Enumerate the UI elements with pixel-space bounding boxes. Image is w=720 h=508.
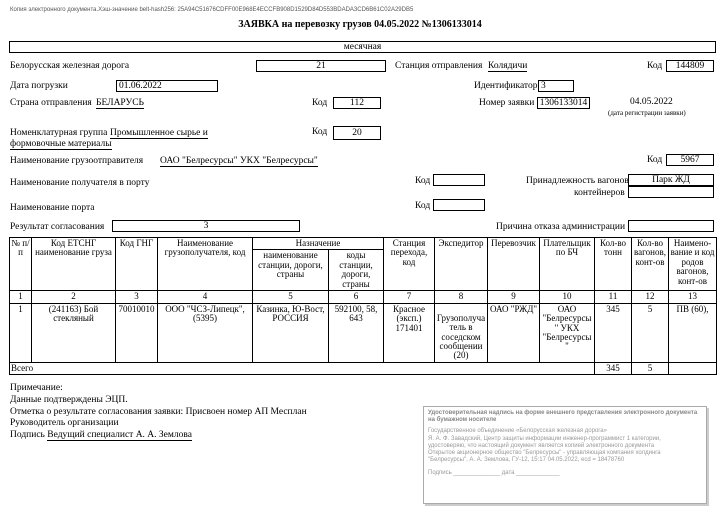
column-number-row — [10, 291, 717, 303]
cell-wagons: 5 — [632, 303, 669, 362]
railway-code-box — [256, 60, 386, 72]
consignee-label: Наименование получателя в порту — [10, 178, 150, 188]
approval-box — [112, 220, 300, 232]
request-no: 1306133014 — [539, 98, 588, 108]
consignee-code-box — [433, 174, 485, 186]
head-label: Руководитель организации — [10, 418, 119, 428]
plan-type: месячная — [343, 42, 382, 52]
identifier-box — [538, 80, 574, 92]
note-label: Примечание: — [10, 383, 63, 393]
col-number: 12 — [632, 291, 669, 303]
col-number: 11 — [595, 291, 632, 303]
col-header-wagons: Кол-во вагонов, конт-ов — [632, 238, 669, 291]
load-date-label: Дата погрузки — [10, 81, 68, 91]
stamp-line: "Белресурсы", А. А. Землова, ГУ-12, 15:17 04.05.2022, ecd = 18478760 — [428, 457, 625, 464]
col-number: 5 — [253, 291, 329, 303]
stamp-line: Государственное объединение «Белорусская железная дорога» — [428, 428, 607, 435]
port-code-box — [433, 199, 485, 211]
col-number: 9 — [488, 291, 540, 303]
nomenclature-code-label: Код — [312, 127, 328, 137]
identifier: 3 — [541, 81, 546, 91]
cargo-table — [9, 237, 717, 375]
wagon-owner: Парк ЖД — [652, 175, 690, 185]
country-code: 112 — [350, 98, 364, 108]
refusal-box — [628, 220, 714, 232]
cell-dest-codes: 592100, 58, 643 — [329, 303, 384, 362]
col-number: 13 — [669, 291, 717, 303]
total-wagons: 5 — [632, 362, 669, 374]
plan-type-box — [9, 41, 716, 53]
cell-carrier: ОАО "РЖД" — [488, 303, 540, 362]
station-value: Колядичи — [488, 61, 528, 71]
containers-box — [628, 186, 714, 198]
load-date: 01.06.2022 — [119, 81, 162, 91]
title-prefix: ЗАЯВКА на перевозку грузов 04.05.2022 № — [238, 19, 432, 30]
stamp-title: Удостоверительная надпись на форме внешнего представления электронного документа на бумажном носителе — [428, 410, 698, 424]
cell-forwarder: Грузополуча тель в соседском сообщении (20) — [435, 303, 488, 362]
total-tons: 345 — [595, 362, 632, 374]
stamp-line: Я. А. Ф. Завадский, Центр защиты информации инженер-программист 1 категории, — [428, 435, 661, 442]
col-number: 6 — [329, 291, 384, 303]
station-code-label: Код — [647, 61, 663, 71]
shipper-label: Наименование грузоотправителя — [10, 156, 144, 166]
col-header-forwarder: Экспедитор — [435, 238, 488, 291]
col-header-payer: Плательщик по БЧ — [540, 238, 595, 291]
col-header-wagon-types: Наимено-вание и код родов вагонов, конт-ов — [669, 238, 717, 291]
signature-label: Подпись — [10, 430, 45, 440]
identifier-label: Идентификатор — [474, 81, 538, 91]
registration-date-note: (дата регистрации заявки) — [608, 109, 686, 117]
country-code-label: Код — [312, 98, 328, 108]
railway-label: Белорусская железная дорога — [10, 61, 130, 71]
containers-label: контейнеров — [574, 188, 625, 198]
nomenclature-code-box — [333, 126, 381, 140]
col-number: 2 — [32, 291, 116, 303]
col-number: 7 — [384, 291, 435, 303]
col-header-dest-station: наименование станции, дороги, страны — [253, 250, 329, 291]
total-row — [10, 362, 717, 374]
table-header-row — [10, 238, 717, 250]
shipper-code-box — [666, 154, 714, 166]
nomenclature-value-2: формовочные материалы — [10, 139, 112, 149]
shipper-value: ОАО "Белресурсы" УКХ "Белресурсы" — [160, 156, 318, 166]
col-header-recipient: Наименование грузополучателя, код — [158, 238, 253, 291]
col-number: 8 — [435, 291, 488, 303]
port-label: Наименование порта — [10, 203, 95, 213]
document-title — [0, 19, 720, 30]
col-header-transit: Станция перехода, код — [384, 238, 435, 291]
cell-wagon-types: ПВ (60), — [669, 303, 717, 362]
signature-line — [10, 430, 192, 440]
stamp-line: удостоверяю, что настоящий документ является копией электронного документа — [428, 442, 655, 449]
country-value: БЕЛАРУСЬ — [96, 98, 145, 108]
approval-mark: Отметка о результате согласования заявки: Присвоен номер АП Месплан — [10, 407, 307, 417]
station-code-box — [666, 60, 714, 72]
col-number: 10 — [540, 291, 595, 303]
nomenclature-value-1: Промышленное сырье и — [110, 128, 208, 138]
col-header-etsng: Код ЕТСНГ наименование груза — [32, 238, 116, 291]
col-header-gng: Код ГНГ — [116, 238, 158, 291]
shipper-code-label: Код — [647, 155, 663, 165]
cell-num: 1 — [10, 303, 32, 362]
certification-stamp — [423, 406, 707, 504]
total-empty — [669, 362, 717, 374]
col-header-carrier: Перевозчик — [488, 238, 540, 291]
col-header-num: № п/п — [10, 238, 32, 291]
station-code: 144809 — [675, 61, 705, 71]
ecp-note: Данные подтверждены ЭЦП. — [10, 395, 128, 405]
col-header-tons: Кол-во тонн — [595, 238, 632, 291]
refusal-label: Причина отказа администрации — [496, 222, 626, 232]
nomenclature-code: 20 — [352, 128, 362, 138]
shipper-code: 5967 — [680, 155, 700, 165]
load-date-box — [116, 80, 218, 92]
country-label: Страна отправления — [10, 98, 92, 108]
col-number: 4 — [158, 291, 253, 303]
cell-etsng: (241163) Бой стекляный — [32, 303, 116, 362]
approval-value: 3 — [203, 221, 209, 231]
col-number: 3 — [116, 291, 158, 303]
signature-value: Ведущий специалист А. А. Землова — [47, 430, 192, 440]
cell-gng: 70010010 — [116, 303, 158, 362]
col-number: 1 — [10, 291, 32, 303]
cell-payer: ОАО "Белресурсы " УКХ "Белресурсы " — [540, 303, 595, 362]
approval-label: Результат согласования — [10, 222, 105, 232]
request-no-box — [537, 97, 590, 109]
table-row — [10, 303, 717, 362]
wagon-owner-label: Принадлежность вагонов — [526, 176, 629, 186]
col-header-dest-codes: коды станции, дороги, страны — [329, 250, 384, 291]
stamp-line: Открытое акционерное общество "Белресурсы" - управляющая компания холдинга — [428, 449, 661, 456]
total-label: Всего — [10, 362, 595, 374]
station-label: Станция отправления — [395, 61, 483, 71]
railway-code: 21 — [316, 61, 326, 71]
registration-date: 04.05.2022 — [630, 97, 673, 107]
country-code-box — [333, 97, 381, 109]
port-code-label: Код — [415, 201, 431, 211]
copy-hash-note: Копия электронного документа.Хэш-значение belt-hash256: 25A94C51676CDFF00E968E4ECCFB908D1529D84D553BDADA3CD6B61C02A29DB5 — [10, 7, 414, 13]
cell-transit: Красное (эксп.) 171401 — [384, 303, 435, 362]
cell-recipient: ООО "ЧСЗ-Липецк", (5395) — [158, 303, 253, 362]
cell-tons: 345 — [595, 303, 632, 362]
title-number: 1306133014 — [431, 19, 482, 30]
cell-dest-station: Казинка, Ю-Вост, РОССИЯ — [253, 303, 329, 362]
stamp-signature-line: Подпись ______________ дата _____________ — [428, 470, 560, 477]
nomenclature-label: Номенклатурная группа — [10, 128, 108, 138]
request-no-label: Номер заявки — [479, 98, 535, 108]
wagon-owner-box — [628, 174, 714, 186]
consignee-code-label: Код — [415, 176, 431, 186]
col-header-destination: Назначение — [253, 238, 384, 250]
